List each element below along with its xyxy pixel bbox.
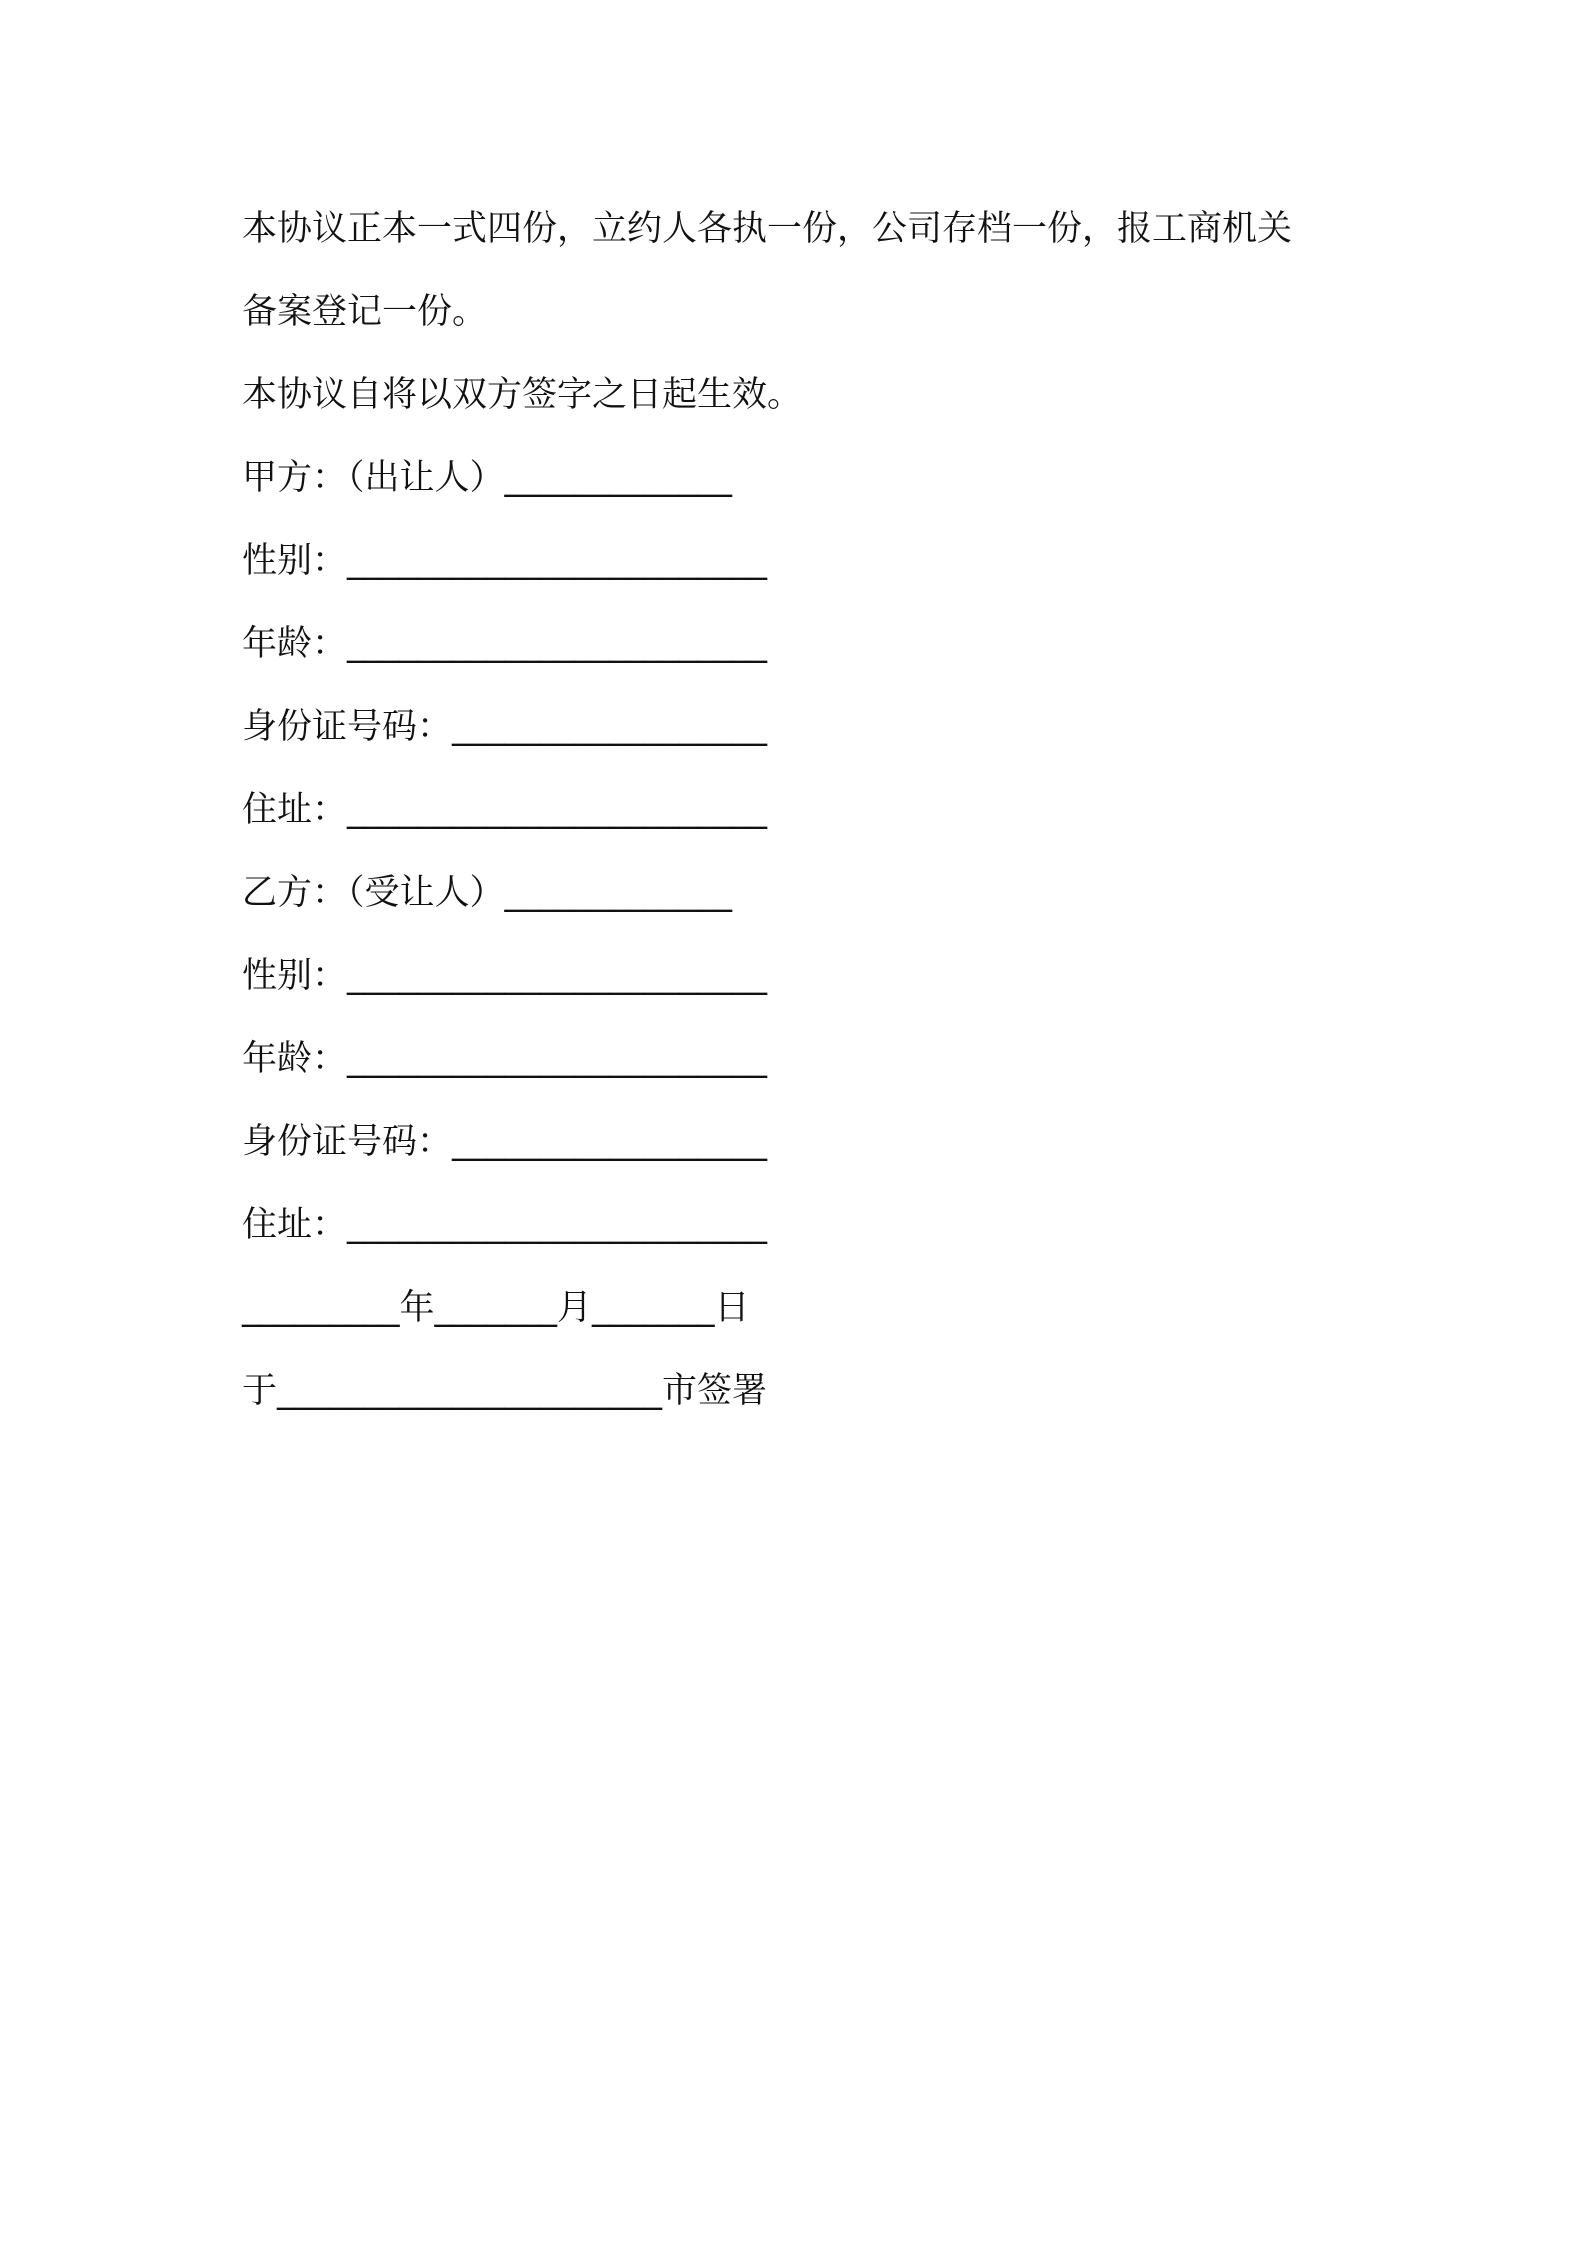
party-a-gender: 性别：________________________ [242, 541, 768, 581]
party-b-id-number: 身份证号码：__________________ [242, 1122, 768, 1162]
party-b-heading: 乙方：（受让人）_____________ [242, 873, 733, 913]
party-a-heading: 甲方：（出让人）_____________ [242, 458, 733, 498]
party-b-address: 住址：________________________ [242, 1205, 768, 1245]
party-a-id-number: 身份证号码：__________________ [242, 707, 768, 747]
agreement-text [242, 200, 1362, 1445]
paragraph-copies-2: 备案登记一份。 [242, 292, 488, 332]
paragraph-effective: 本协议自将以双方签字之日起生效。 [242, 375, 803, 415]
party-a-age: 年龄：________________________ [242, 624, 768, 664]
signing-place: 于______________________市签署 [242, 1371, 768, 1411]
party-a-address: 住址：________________________ [242, 790, 768, 830]
paragraph-copies-1: 本协议正本一式四份，立约人各执一份，公司存档一份，报工商机关 [242, 209, 1293, 249]
party-b-gender: 性别：________________________ [242, 956, 768, 996]
party-b-age: 年龄：________________________ [242, 1039, 768, 1079]
date-line: _________年_______月_______日 [242, 1288, 750, 1328]
